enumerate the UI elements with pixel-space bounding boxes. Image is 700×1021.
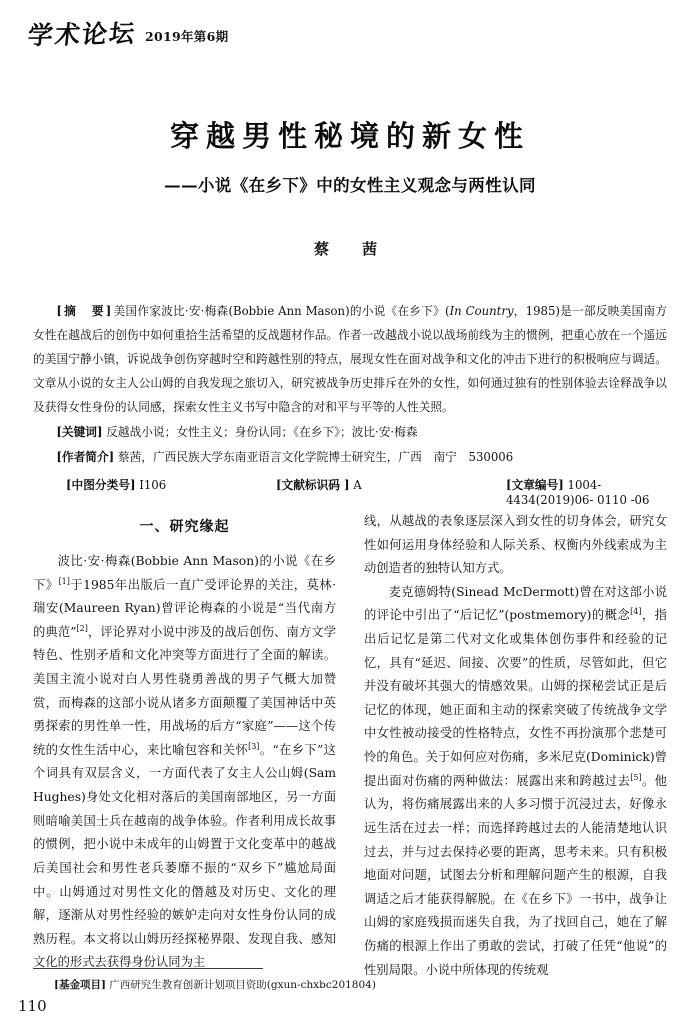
clc-code: [33, 477, 276, 507]
abstract-text-after: ，1985)是一部反映美国南方女性在越战后的创伤中如何重拾生活希望的反战题材作品。作者一改越战小说以战场前线为主的惯例，把重心放在一个遥远的美国宁静小镇，诉说战争创伤穿越时空和跨越性别的特点，展现女性在面对战争和文化的冲击下进行的积极响应与调适。文章从小说的女主人公山姆的自我发现之旅切入，研究被战争历史排斥在外的女性，如何通过独有的性别体验去诠释战争以及获得女性身份的认同感，探索女性主义书写中隐含的对和平与平等的人性关照。: [33, 304, 668, 414]
keywords-value: 反越战小说；女性主义；身份认同；《在乡下》；波比·安·梅森: [106, 424, 418, 439]
author-name: 蔡 茜: [313, 240, 386, 259]
citation-ref-1: [1]: [58, 576, 70, 586]
article-id-label: [文章编号]: [506, 478, 564, 492]
abstract-label: [摘 要]: [56, 304, 114, 318]
document-code-label: [文献标识码 ]: [276, 478, 350, 492]
lc-text-a: 波比·安·梅森(Bobbie Ann Mason)的小说《在乡下》: [33, 554, 336, 592]
abstract-block: [33, 300, 667, 470]
lc-text-b: 于1985年出版后一直广受评论界的关注，莫林·瑞安(Maureen Ryan)曾评论梅森的小说是“当代南方的典范”: [33, 577, 336, 639]
title-block: [0, 118, 700, 259]
right-column: [364, 510, 667, 982]
clc-label: [中图分类号]: [66, 478, 136, 492]
lc-text-c: ，评论界对小说中涉及的战后创伤、南方文学特色、性别矛盾和文化冲突等方面进行了全面的解读。美国主流小说对白人男性骁勇善战的男子气概大加赞赏，而梅森的这部小说从诸多方面颠覆了美国神话中英勇探索的男性单一性，用战场的后方“家庭”——这个传统的女性生活中心，来比喻包容和关怀: [33, 624, 336, 757]
rc-text-a: 麦克德姆特(Sinead McDermott)曾在对这部小说的评论中引出了“后记忆”(postmemory)的概念: [364, 584, 667, 623]
keywords-label: [关键词]: [56, 424, 103, 439]
left-column-paragraph: [33, 550, 336, 975]
footnote-divider: [33, 968, 263, 969]
article-subtitle: ——小说《在乡下》中的女性主义观念与两性认同: [164, 176, 536, 196]
citation-ref-2: [2]: [76, 623, 88, 633]
rc-text-b: ，指出后记忆是第二代对文化或集体创伤事件和经验的记忆，具有“延迟、间接、次要”的性质，尽管如此，但它并没有破坏其强大的情感效果。山姆的探秘尝试正是后记忆的体现，她正面和主动的探索突破了传统战争文学中女性被动接受的性格特点，女性不再扮演那个悲楚可怜的角色。关于如何应对伤痛，多米尼克(Dominick)曾提出面对伤痛的两种做法：展露出来和跨越过去: [364, 608, 667, 788]
clc-value: I106: [139, 478, 167, 492]
masthead: [26, 18, 229, 51]
author-bio-label: [作者简介]: [56, 449, 115, 464]
citation-ref-5: [5]: [630, 772, 642, 782]
left-column: [33, 510, 336, 982]
document-code-value: A: [353, 478, 362, 492]
work-title-italic: In Country: [449, 304, 514, 318]
journal-logo: 学术论坛: [26, 18, 138, 51]
keywords-line: [33, 421, 667, 445]
funding-label: [基金项目]: [54, 979, 106, 992]
abstract-text-before: 美国作家波比·安·梅森(Bobbie Ann Mason)的小说《在乡下》(: [113, 304, 450, 318]
lc-text-d: 。“在乡下”这个词具有双层含义，一方面代表了女主人公山姆(Sam Hughes)身处文化相对落后的美国南部地区，另一方面则暗喻美国士兵在越南的战争体验。作者利用成长故事的惯例，把小说中未成年的山姆置于文化变革中的越战后美国社会和男性老兵萎靡不振的“双乡下”尴尬局面中。山姆通过对男性文化的僭越及对历史、文化的理解，逐渐从对男性经验的嫉妒走向对女性身份认同的成熟历程。本文将以山姆历经探秘界限、发现自我、感知文化的形式去获得身份认同为主: [33, 742, 336, 970]
abstract-paragraph: [33, 300, 667, 420]
article-id-value: 1004- 4434(2019)06- 0110 -06: [506, 478, 650, 507]
author-bio-line: [33, 446, 667, 470]
issue-label: 2019年第6期: [145, 29, 229, 44]
right-column-paragraph-1: 线，从越战的表象逐层深入到女性的切身体会，研究女性如何运用身体经验和人际关系、权衡内外线索成为主动创造者的独特认知方式。: [364, 514, 667, 576]
citation-ref-4: [4]: [630, 607, 642, 617]
page-title: 穿越男性秘境的新女性: [169, 119, 530, 153]
citation-ref-3: [3]: [248, 741, 260, 751]
right-column-paragraph-2: [364, 581, 667, 982]
document-code: [276, 477, 506, 507]
section-heading: 一、研究缘起: [139, 519, 230, 535]
rc-text-c: 。他认为，将伤痛展露出来的人多习惯于沉浸过去，好像永远生活在过去一样；而选择跨越过去的人能清楚地认识过去，并与过去保持必要的距离，思考未来。只有积极地面对问题，试图去分析和理解问题产生的根源，自我调适之后才能获得解脱。在《在乡下》一书中，战争让山姆的家庭残损而迷失自我，为了找回自己，她在了解伤痛的根源上作出了勇敢的尝试，打破了任凭“他说”的性别局限。小说中所体现的传统观: [364, 773, 667, 977]
classification-codes-row: [33, 477, 667, 507]
author-bio-value: 蔡茜，广西民族大学东南亚语言文化学院博士研究生，广西 南宁 530006: [117, 449, 514, 464]
article-id: [506, 477, 667, 507]
funding-footnote: [33, 977, 633, 994]
funding-text: 广西研究生教育创新计划项目资助(gxun-chxbc201804): [109, 979, 376, 992]
body-columns: [33, 510, 667, 982]
page-number: 110: [18, 997, 47, 1015]
